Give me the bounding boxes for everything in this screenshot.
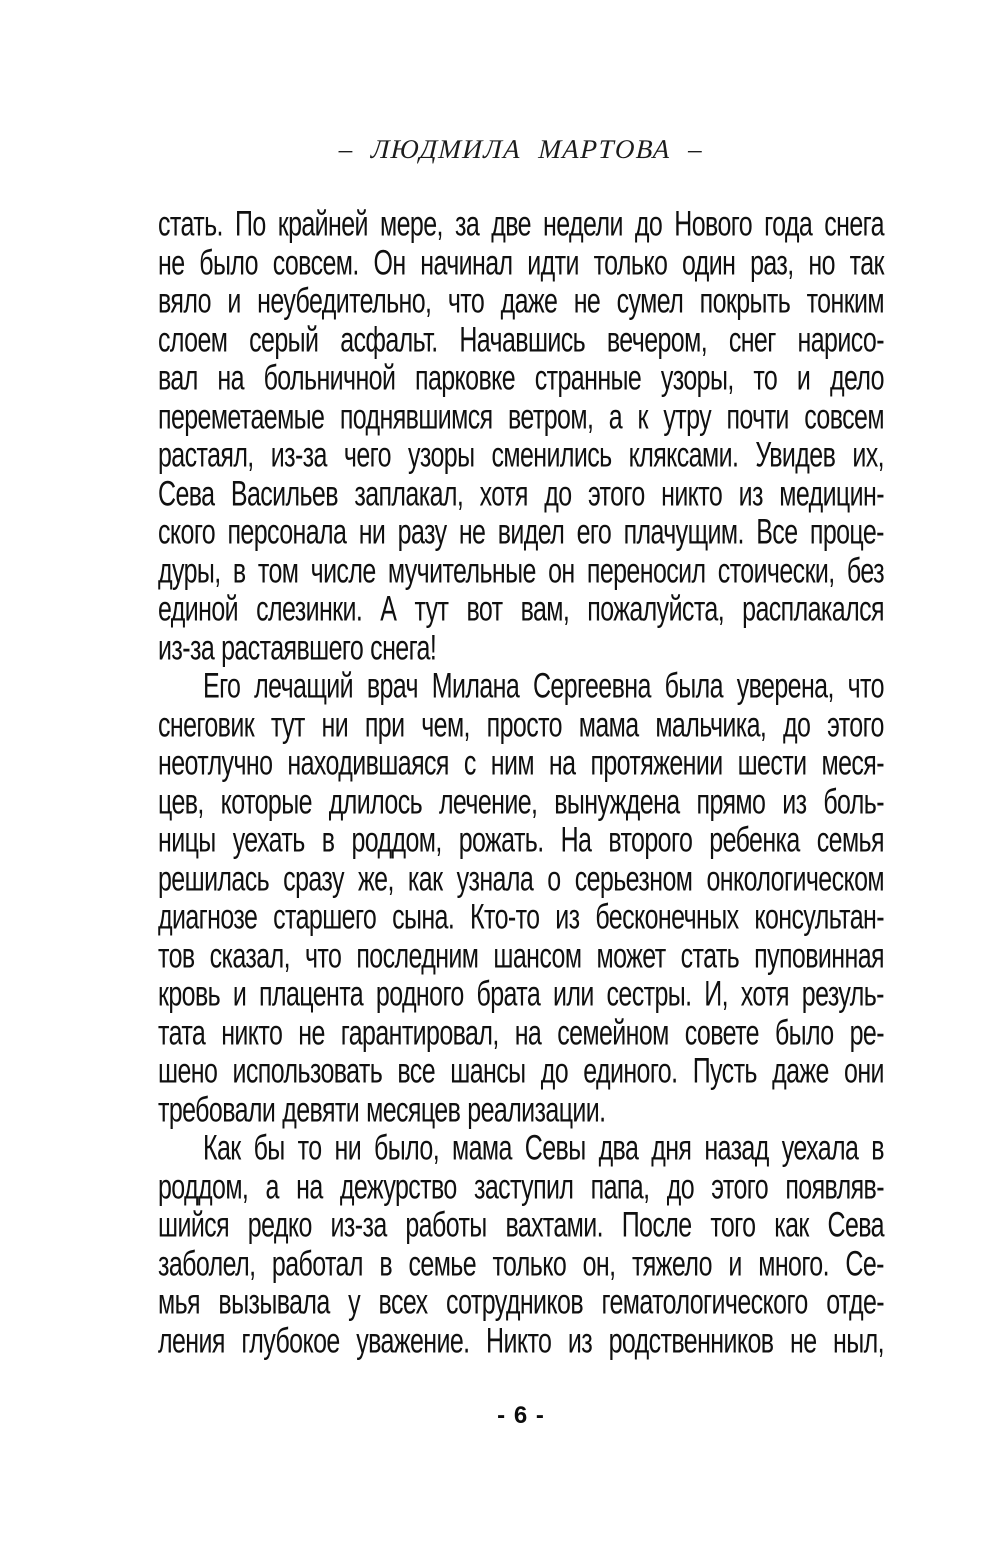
text-line: единой слезинки. А тут вот вам, пожалуйста, расплакался [158, 589, 884, 629]
text-line: из-за растаявшего снега! [158, 628, 437, 668]
text-line: роддом, а на дежурство заступил папа, до этого появляв- [158, 1167, 884, 1207]
running-header-author: – ЛЮДМИЛА МАРТОВА – [338, 134, 705, 164]
text-line: Его лечащий врач Милана Сергеевна была уверена, что [203, 666, 884, 706]
text-line: не было совсем. Он начинал идти только один раз, но так [158, 243, 884, 283]
text-line: ского персонала ни разу не видел его плачущим. Все проце- [158, 512, 884, 552]
text-line: Как бы то ни было, мама Севы два дня назад уехала в [203, 1128, 884, 1168]
text-line: цев, которые длилось лечение, вынуждена прямо из боль- [158, 782, 884, 822]
text-line: дуры, в том числе мучительные он переносил стоически, без [158, 551, 884, 591]
text-line: вяло и неубедительно, что даже не сумел покрыть тонким [158, 281, 884, 321]
text-line: растаял, из-за чего узоры сменились кляксами. Увидев их, [158, 435, 884, 475]
text-line: стать. По крайней мере, за две недели до Нового года снега [158, 204, 884, 244]
text-line: вал на больничной парковке странные узоры, то и дело [158, 358, 884, 398]
text-line: ницы уехать в роддом, рожать. На второго ребенка семья [158, 820, 884, 860]
text-line: заболел, работал в семье только он, тяжело и много. Се- [158, 1244, 884, 1284]
text-line: снеговик тут ни при чем, просто мама мальчика, до этого [158, 705, 884, 745]
text-line: неотлучно находившаяся с ним на протяжении шести меся- [158, 743, 884, 783]
text-line: решилась сразу же, как узнала о серьезном онкологическом [158, 859, 884, 899]
text-line: требовали девяти месяцев реализации. [158, 1090, 606, 1130]
text-line: тата никто не гарантировал, на семейном совете было ре- [158, 1013, 884, 1053]
text-line: шийся редко из-за работы вахтами. После того как Сева [158, 1205, 884, 1245]
page-number: - 6 - [497, 1402, 545, 1429]
page-text [158, 206, 884, 1361]
text-line: кровь и плацента родного брата или сестры. И, хотя резуль- [158, 974, 884, 1014]
text-line: слоем серый асфальт. Начавшись вечером, снег нарисо- [158, 320, 884, 360]
text-line: переметаемые поднявшимся ветром, а к утру почти совсем [158, 397, 884, 437]
text-line: мья вызывала у всех сотрудников гематологического отде- [158, 1282, 884, 1322]
text-line: шено использовать все шансы до единого. Пусть даже они [158, 1051, 884, 1091]
text-line: тов сказал, что последним шансом может стать пуповинная [158, 936, 884, 976]
text-line: Сева Васильев заплакал, хотя до этого никто из медицин- [158, 474, 884, 514]
text-line: ления глубокое уважение. Никто из родственников не ныл, [158, 1321, 884, 1361]
text-line: диагнозе старшего сына. Кто-то из бесконечных консультан- [158, 897, 884, 937]
